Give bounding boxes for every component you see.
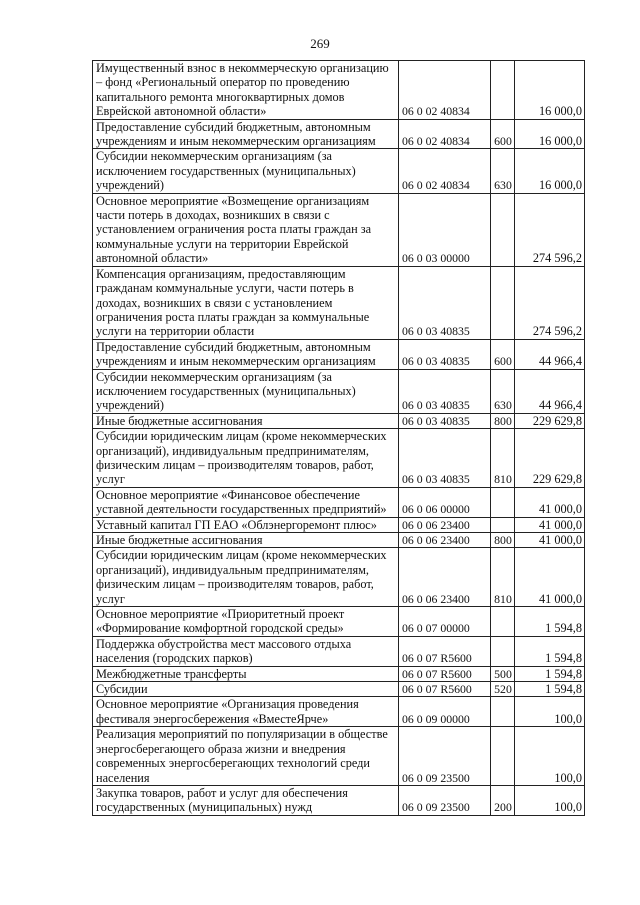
target-code-cell: 06 0 02 40834 [399,119,491,149]
page-number: 269 [310,36,330,51]
target-code-cell: 06 0 09 23500 [399,785,491,815]
amount-cell: 274 596,2 [515,193,585,266]
table-row [93,339,585,369]
expense-type-cell: 810 [491,429,515,488]
target-code-cell: 06 0 06 00000 [399,487,491,517]
budget-table-body [93,61,585,816]
table-row [93,266,585,339]
amount-cell: 100,0 [515,697,585,727]
amount-cell: 16 000,0 [515,119,585,149]
table-row [93,119,585,149]
target-code-cell: 06 0 02 40834 [399,61,491,120]
expense-type-cell [491,61,515,120]
amount-cell: 1 594,8 [515,636,585,666]
table-row [93,369,585,413]
table-row [93,636,585,666]
expense-name-cell: Основное мероприятие «Финансовое обеспечение уставной деятельности государственных предприятий» [93,487,399,517]
expense-name-cell: Иные бюджетные ассигнования [93,413,399,428]
target-code-cell: 06 0 07 00000 [399,607,491,637]
expense-name-cell: Реализация мероприятий по популяризации в обществе энергосберегающего образа жизни и внедрения современных энергосберегающих технологий среди населения [93,727,399,786]
expense-type-cell: 800 [491,413,515,428]
expense-type-cell [491,266,515,339]
expense-name-cell: Субсидии [93,682,399,697]
table-row [93,61,585,120]
table-row [93,487,585,517]
target-code-cell: 06 0 07 R5600 [399,666,491,681]
table-row [93,413,585,428]
budget-table [92,60,585,816]
table-row [93,149,585,193]
expense-type-cell: 200 [491,785,515,815]
expense-name-cell: Субсидии юридическим лицам (кроме некоммерческих организаций), индивидуальным предпринимателям, физическим лицам – производителям товаров, работ, услуг [93,429,399,488]
expense-type-cell [491,727,515,786]
amount-cell: 41 000,0 [515,548,585,607]
expense-name-cell: Субсидии некоммерческим организациям (за исключением государственных (муниципальных) учреждений) [93,149,399,193]
amount-cell: 229 629,8 [515,413,585,428]
expense-name-cell: Имущественный взнос в некоммерческую организацию – фонд «Региональный оператор по проведению капитального ремонта многоквартирных домов Еврейской автономной области» [93,61,399,120]
expense-name-cell: Основное мероприятие «Возмещение организациям части потерь в доходах, возникших в связи с установлением ограничения роста платы граждан за коммунальные услуги на территории Еврейской автономной области» [93,193,399,266]
amount-cell: 1 594,8 [515,666,585,681]
table-row [93,429,585,488]
expense-name-cell: Основное мероприятие «Организация проведения фестиваля энергосбережения «ВместеЯрче» [93,697,399,727]
expense-type-cell: 600 [491,119,515,149]
amount-cell: 100,0 [515,785,585,815]
amount-cell: 44 966,4 [515,339,585,369]
amount-cell: 16 000,0 [515,61,585,120]
target-code-cell: 06 0 03 40835 [399,339,491,369]
expense-type-cell [491,697,515,727]
target-code-cell: 06 0 07 R5600 [399,682,491,697]
target-code-cell: 06 0 06 23400 [399,548,491,607]
table-row [93,666,585,681]
expense-name-cell: Субсидии некоммерческим организациям (за исключением государственных (муниципальных) учреждений) [93,369,399,413]
table-row [93,193,585,266]
expense-type-cell [491,487,515,517]
expense-name-cell: Межбюджетные трансферты [93,666,399,681]
table-row [93,533,585,548]
amount-cell: 274 596,2 [515,266,585,339]
expense-name-cell: Предоставление субсидий бюджетным, автономным учреждениям и иным некоммерческим организациям [93,119,399,149]
table-row [93,697,585,727]
expense-type-cell: 600 [491,339,515,369]
expense-type-cell [491,517,515,532]
expense-type-cell: 800 [491,533,515,548]
expense-type-cell: 810 [491,548,515,607]
target-code-cell: 06 0 03 40835 [399,266,491,339]
amount-cell: 100,0 [515,727,585,786]
target-code-cell: 06 0 03 40835 [399,369,491,413]
expense-type-cell: 520 [491,682,515,697]
table-row [93,727,585,786]
expense-type-cell [491,607,515,637]
target-code-cell: 06 0 03 00000 [399,193,491,266]
expense-type-cell [491,636,515,666]
expense-name-cell: Иные бюджетные ассигнования [93,533,399,548]
amount-cell: 1 594,8 [515,607,585,637]
target-code-cell: 06 0 07 R5600 [399,636,491,666]
expense-name-cell: Поддержка обустройства мест массового отдыха населения (городских парков) [93,636,399,666]
amount-cell: 41 000,0 [515,517,585,532]
target-code-cell: 06 0 06 23400 [399,533,491,548]
expense-name-cell: Субсидии юридическим лицам (кроме некоммерческих организаций), индивидуальным предпринимателям, физическим лицам – производителям товаров, работ, услуг [93,548,399,607]
expense-type-cell: 630 [491,149,515,193]
amount-cell: 229 629,8 [515,429,585,488]
table-row [93,548,585,607]
expense-name-cell: Компенсация организациям, предоставляющим гражданам коммунальные услуги, части потерь в доходах, возникших в связи с установлением ограничения роста платы граждан за коммунальные услуги на территории области [93,266,399,339]
table-row [93,517,585,532]
target-code-cell: 06 0 06 23400 [399,517,491,532]
expense-type-cell: 500 [491,666,515,681]
amount-cell: 41 000,0 [515,487,585,517]
target-code-cell: 06 0 09 00000 [399,697,491,727]
expense-type-cell: 630 [491,369,515,413]
table-row [93,785,585,815]
target-code-cell: 06 0 03 40835 [399,413,491,428]
target-code-cell: 06 0 02 40834 [399,149,491,193]
expense-type-cell [491,193,515,266]
table-row [93,607,585,637]
expense-name-cell: Основное мероприятие «Приоритетный проект «Формирование комфортной городской среды» [93,607,399,637]
table-row [93,682,585,697]
amount-cell: 16 000,0 [515,149,585,193]
amount-cell: 1 594,8 [515,682,585,697]
expense-name-cell: Уставный капитал ГП ЕАО «Облэнергоремонт плюс» [93,517,399,532]
target-code-cell: 06 0 09 23500 [399,727,491,786]
amount-cell: 44 966,4 [515,369,585,413]
target-code-cell: 06 0 03 40835 [399,429,491,488]
amount-cell: 41 000,0 [515,533,585,548]
expense-name-cell: Закупка товаров, работ и услуг для обеспечения государственных (муниципальных) нужд [93,785,399,815]
expense-name-cell: Предоставление субсидий бюджетным, автономным учреждениям и иным некоммерческим организациям [93,339,399,369]
